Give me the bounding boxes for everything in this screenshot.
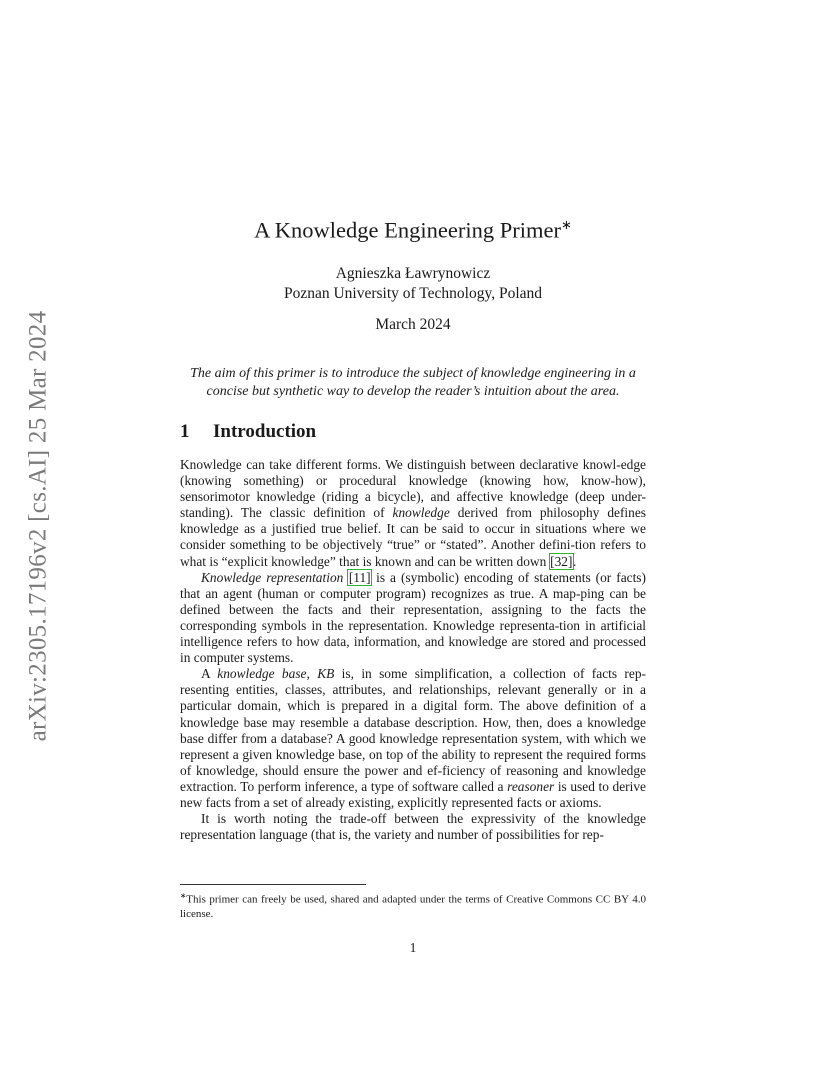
- arxiv-identifier-stamp: [18, 292, 58, 760]
- emphasis-text: reasoner: [507, 778, 555, 794]
- paragraph-text: Knowledge can take different forms. We distinguish between declarative knowl-edge (knowing something) or procedural knowledge (knowing how, know-how), sensorimotor knowledge (riding a bicycle), and affective knowledge (deep under-standing). The classic definition of: [180, 457, 646, 521]
- author-name: Agnieszka Ławrynowicz: [335, 265, 491, 282]
- section-number: 1: [180, 421, 190, 442]
- emphasis-text: knowledge base: [217, 666, 307, 682]
- footnote-divider: [180, 884, 366, 885]
- section-title: Introduction: [213, 421, 317, 442]
- paragraph-1: [180, 457, 646, 570]
- paragraph-text: derived from philosophy defines knowledge as a justified true belief. It can be said to occur in situations where we consider something to be objectively “true” or “stated”. Another defini-tion refers to what is “explicit knowledge” that is known and can be written down: [180, 505, 646, 569]
- paragraph-text: It is worth noting the trade-off between the expressivity of the knowledge representation language (that is, the variety and number of possibilities for rep-: [180, 811, 646, 843]
- footnote-text: This primer can freely be used, shared and adapted under the terms of Creative Commons CC BY 4.0 license.: [180, 893, 646, 920]
- section-heading: [180, 421, 316, 443]
- paragraph-text: is, in some simplification, a collection of facts rep-resenting entities, classes, attributes, and relationships, relevant generally or in a particular domain, which is prepared in a digital form. The above definition of a knowledge base may resemble a database description. How, then, does a knowledge base differ from a database? A good knowledge representation system, with which we represent a given knowledge base, on top of the ability to represent the required forms of knowledge, should ensure the power and ef-ficiency of reasoning and knowledge extraction. To perform inference, a type of software called a: [180, 666, 646, 794]
- title-footnote-marker[interactable]: ∗: [560, 217, 572, 232]
- paragraph-text: .: [572, 553, 577, 569]
- arxiv-identifier-text: arXiv:2305.17196v2 [cs.AI] 25 Mar 2024: [24, 310, 51, 742]
- paper-title-text: A Knowledge Engineering Primer: [254, 217, 561, 243]
- footnote: [180, 889, 646, 921]
- paper-title: [180, 217, 646, 244]
- page-number: 1: [409, 940, 417, 955]
- paragraph-2: [180, 570, 646, 667]
- footnote-marker: ∗: [180, 891, 187, 900]
- emphasis-text: KB: [317, 666, 335, 682]
- paragraph-text: ,: [306, 666, 318, 682]
- paragraph-4: [180, 811, 646, 843]
- paragraph-text: is used to derive new facts from a set of already existing, explicitly represented facts or axioms.: [180, 778, 646, 810]
- citation-link[interactable]: [32]: [550, 553, 573, 569]
- paragraph-3: [180, 666, 646, 811]
- abstract: The aim of this primer is to introduce the subject of knowledge engineering in a concise but synthetic way to develop the reader’s intuition about the area.: [190, 366, 636, 399]
- emphasis-text: Knowledge representation: [201, 569, 344, 585]
- citation-link[interactable]: [11]: [348, 569, 371, 585]
- author-affiliation: Poznan University of Technology, Poland: [283, 285, 543, 302]
- body-text: [180, 457, 646, 843]
- paragraph-text: A: [201, 666, 218, 682]
- emphasis-text: knowledge: [392, 505, 450, 521]
- publication-date: March 2024: [375, 316, 451, 333]
- paragraph-text: is a (symbolic) encoding of statements (or facts) that an agent (human or computer program) recognizes as true. A map-ping can be defined between the facts and their representation, assigning to the facts the corresponding symbols in the representation. Knowledge representa-tion in artificial intelligence refers to how data, information, and knowledge are stored and processed in computer systems.: [180, 569, 646, 666]
- author-block: [180, 264, 646, 304]
